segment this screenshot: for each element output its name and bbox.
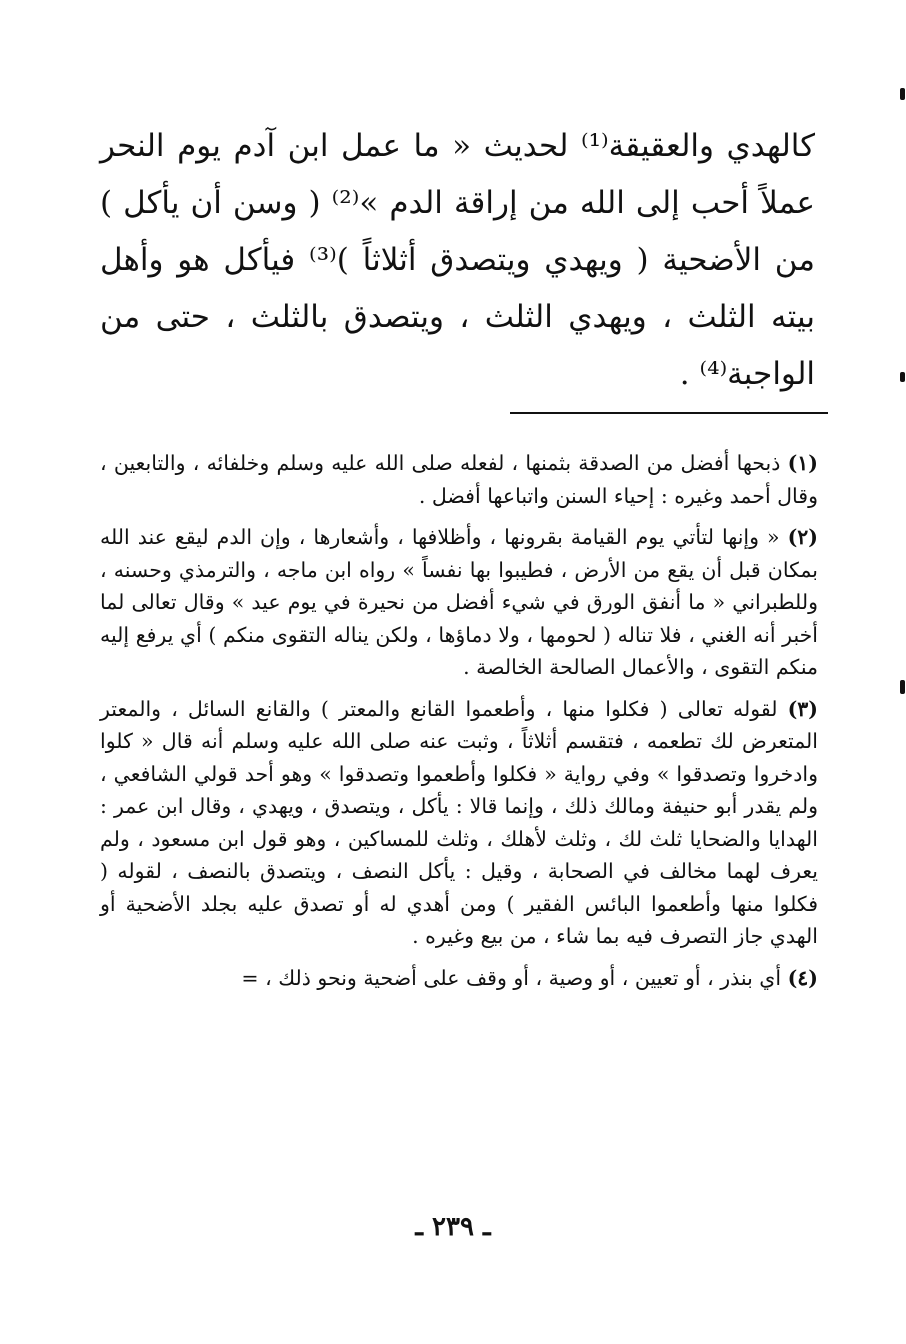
footnotes	[100, 447, 818, 1003]
page-number: ـ ٢٣٩ ـ	[415, 1212, 491, 1242]
main-paragraph: كالهدي والعقيقة⁽¹⁾ لحديث « ما عمل ابن آدم يوم النحر عملاً أحب إلى الله من إراقة الدم »⁽²⁾ ( وسن أن يأكل ) من الأضحية ( ويهدي ويتصدق أثلاثاً )⁽³⁾ فيأكل هو وأهل بيته الثلث ، ويهدي الثلث ، ويتصدق بالثلث ، حتى من الواجبة⁽⁴⁾ .	[100, 128, 815, 392]
main-text	[100, 118, 815, 403]
footnote-3	[100, 693, 818, 953]
edge-mark-middle	[900, 372, 905, 382]
footnote-number: (١)	[787, 451, 818, 475]
footnote-4	[100, 962, 818, 995]
footnote-text: ذبحها أفضل من الصدقة بثمنها ، لفعله صلى الله عليه وسلم وخلفائه ، والتابعين ، وقال أحمد وغيره : إحياء السنن واتباعها أفضل .	[100, 451, 818, 508]
edge-mark-top	[900, 88, 905, 100]
footnote-text: أي بنذر ، أو تعيين ، أو وصية ، أو وقف على أضحية ونحو ذلك ، =	[241, 965, 782, 990]
footnote-number: (٤)	[787, 965, 818, 990]
footnote-text: لقوله تعالى ( فكلوا منها ، وأطعموا القانع والمعتر ) والقانع السائل ، والمعتر المتعرض لك تطعمه ، فتقسم أثلاثاً ، وثبت عنه صلى الله عليه وسلم أنه قال « كلوا وادخروا وتصدقوا » وفي رواية « فكلوا وأطعموا وتصدقوا » وهو أحد قولي الشافعي ، ولم يقدر أبو حنيفة ومالك ذلك ، وإنما قالا : يأكل ، ويتصدق ، ويهدي ، وقال ابن عمر : الهدايا والضحايا ثلث لك ، وثلث لأهلك ، وثلث للمساكين ، وهو قول ابن مسعود ، ولم يعرف لهما مخالف في الصحابة ، وقيل : يأكل النصف ، ويتصدق بالنصف ، لقوله ( فكلوا منها وأطعموا البائس الفقير ) ومن أهدي له أو تصدق عليه بجلد الأضحية أو الهدي جاز التصرف فيه بما شاء ، من بيع وغيره .	[100, 696, 818, 948]
footnote-text: « وإنها لتأتي يوم القيامة بقرونها ، وأظلافها ، وأشعارها ، وإن الدم ليقع عند الله بمكان قبل أن يقع من الأرض ، فطيبوا بها نفساً » رواه ابن ماجه ، والترمذي وحسنه ، وللطبراني « ما أنفق الورق في شيء أفضل من نحيرة في يوم عيد » وقال تعالى لما أخبر أنه الغني ، فلا تناله ( لحومها ، ولا دماؤها ، ولكن يناله التقوى منكم ) أي يرفع إليه منكم التقوى ، والأعمال الصالحة الخالصة .	[100, 525, 818, 679]
footnote-2	[100, 521, 818, 684]
footnote-number: (٢)	[787, 525, 818, 549]
footnote-divider	[510, 412, 828, 414]
footnote-1	[100, 447, 818, 512]
footnote-number: (٣)	[787, 696, 818, 721]
edge-mark-lower	[900, 680, 905, 694]
